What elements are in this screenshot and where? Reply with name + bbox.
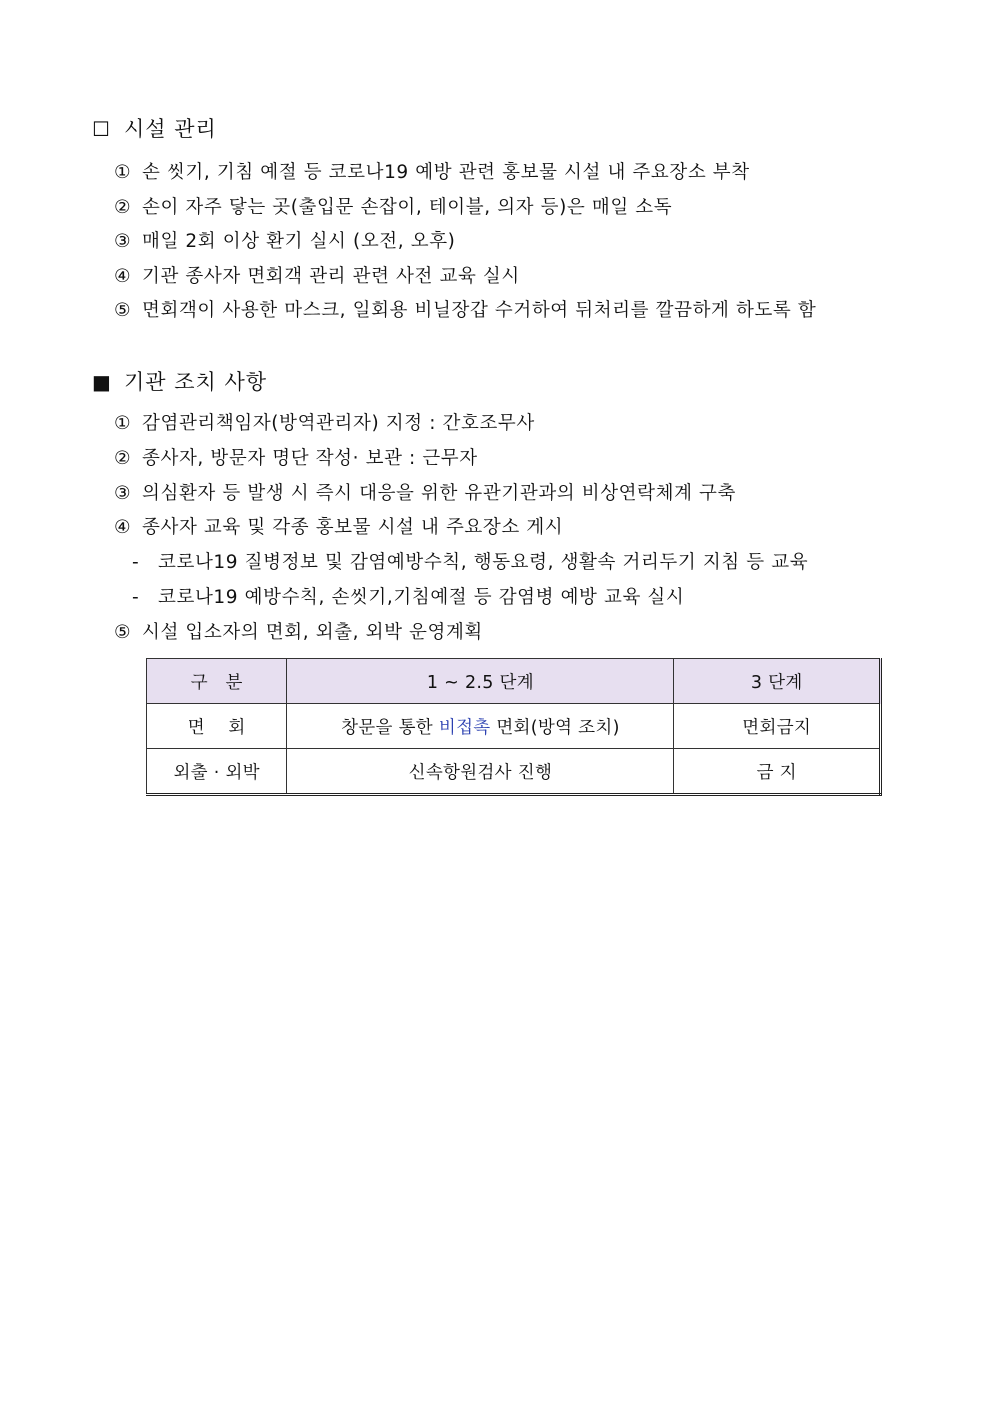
item-number: ⑤: [114, 621, 132, 643]
item-text: 종사자 교육 및 각종 홍보물 시설 내 주요장소 게시: [142, 517, 564, 539]
item-text: 손이 자주 닿는 곳(출입문 손잡이, 테이블, 의자 등)은 매일 소독: [142, 196, 673, 218]
cell-outing-stage-1-2-5: 신속항원검사 진행: [287, 749, 674, 795]
sub-item-text: 코로나19 질병정보 및 감염예방수칙, 행동요령, 생활속 거리두기 지침 등 교육: [158, 552, 809, 574]
filled-square-icon: ■: [92, 370, 112, 394]
item-number: ①: [114, 162, 132, 183]
item-number: ③: [114, 482, 132, 504]
cell-visit-stage-1-2-5: [287, 704, 674, 749]
section-heading: [92, 114, 912, 144]
table-row: [147, 749, 881, 795]
operation-plan-table: [146, 658, 882, 796]
section-heading: [92, 367, 912, 397]
sub-list-item: [92, 546, 912, 581]
cell-visit-stage-3: 면회금지: [674, 704, 881, 749]
item-number: ④: [114, 517, 132, 539]
list-item: [92, 477, 912, 512]
cell-text: 창문을 통한: [341, 717, 439, 738]
operation-plan-table-wrapper: [146, 658, 882, 791]
item-text: 감염관리책임자(방역관리자) 지정 : 간호조무사: [142, 413, 535, 434]
section-facility-management: [92, 114, 912, 329]
list-item: [92, 225, 912, 260]
item-text: 손 씻기, 기침 예절 등 코로나19 예방 관련 홍보물 시설 내 주요장소 부착: [142, 162, 750, 183]
item-text: 기관 종사자 면회객 관리 관련 사전 교육 실시: [142, 265, 520, 287]
cell-text: 면회(방역 조치): [490, 717, 620, 738]
item-text: 시설 입소자의 면회, 외출, 외박 운영계획: [142, 621, 483, 643]
item-text: 종사자, 방문자 명단 작성· 보관 : 근무자: [142, 447, 478, 469]
list-item: [92, 511, 912, 546]
list-item: [92, 156, 912, 191]
row-label-visit: 면 회: [147, 704, 287, 749]
item-number: ④: [114, 265, 132, 287]
item-list: [92, 156, 912, 329]
list-item: [92, 260, 912, 295]
table-row: [147, 704, 881, 749]
table-header-row: [147, 659, 881, 704]
dash-bullet: -: [132, 552, 140, 574]
item-text: 면회객이 사용한 마스크, 일회용 비닐장갑 수거하여 뒤처리를 깔끔하게 하도록 함: [142, 300, 817, 321]
sub-item-text: 코로나19 예방수칙, 손씻기,기침예절 등 감염병 예방 교육 실시: [158, 586, 685, 608]
header-cell-stage-3: 3 단계: [674, 659, 881, 704]
item-number: ②: [114, 447, 132, 469]
dash-bullet: -: [132, 586, 140, 608]
header-cell-category: 구 분: [147, 659, 287, 704]
list-item: [92, 616, 912, 651]
empty-square-icon: ☐: [92, 117, 111, 141]
item-number: ②: [114, 196, 132, 218]
header-cell-stage-1-2-5: 1 ~ 2.5 단계: [287, 659, 674, 704]
cell-outing-stage-3: 금 지: [674, 749, 881, 795]
list-item: [92, 407, 912, 442]
section-institution-measures: [92, 367, 912, 651]
item-number: ①: [114, 413, 132, 434]
item-number: ⑤: [114, 300, 132, 321]
section-title: 시설 관리: [124, 117, 217, 141]
sub-list-item: [92, 581, 912, 616]
item-text: 의심환자 등 발생 시 즉시 대응을 위한 유관기관과의 비상연락체계 구축: [142, 482, 736, 504]
row-label-outing: 외출 · 외박: [147, 749, 287, 795]
list-item: [92, 191, 912, 226]
item-text: 매일 2회 이상 환기 실시 (오전, 오후): [142, 231, 456, 252]
list-item: [92, 294, 912, 329]
list-item: [92, 442, 912, 477]
section-title: 기관 조치 사항: [124, 370, 268, 394]
item-list: [92, 407, 912, 651]
highlight-text: 비접촉: [438, 717, 491, 738]
item-number: ③: [114, 231, 132, 252]
